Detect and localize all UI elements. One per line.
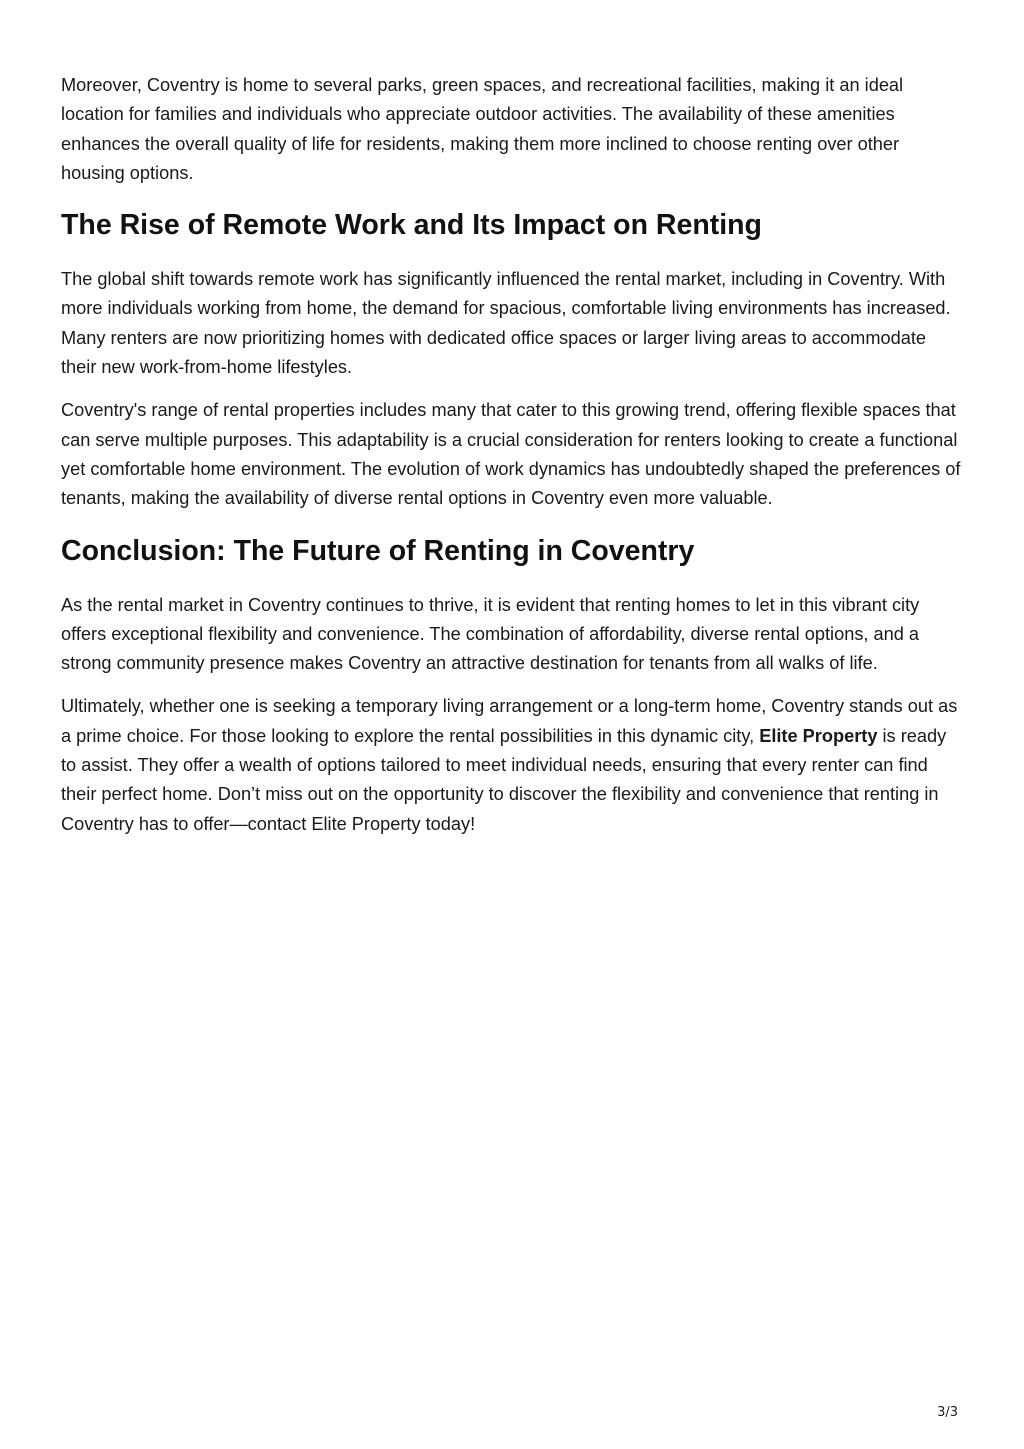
paragraph-remote-work-shift: The global shift towards remote work has significantly influenced the rental market, including in Coventry. With more individuals working from home, the demand for spacious, comfortable living environments has increased. Many renters are now prioritizing homes with dedicated office spaces or larger living areas to accommodate their new work-from-home lifestyles. — [61, 269, 951, 378]
paragraph-text-before: Ultimately, whether one is seeking a temporary living arrangement or a long-term home, Coventry stands out as a prime choice. For those looking to explore the rental possibilities in this dynamic city, — [61, 696, 958, 746]
elite-property-link[interactable]: Elite Property — [759, 725, 878, 746]
page-number: 3/3 — [937, 1405, 958, 1420]
paragraph-elite-property — [61, 692, 965, 838]
paragraph-text-after: is ready to assist. They offer a wealth of options tailored to meet individual needs, ensuring that every renter can find their perfect home. Don’t miss out on the opportunity to discover the flexibility and convenience that renting in Coventry has to offer—contact Elite Property today! — [61, 725, 947, 834]
document-page — [61, 71, 965, 853]
paragraph-conclusion: As the rental market in Coventry continues to thrive, it is evident that renting homes to let in this vibrant city offers exceptional flexibility and convenience. The combination of affordability, diverse rental options, and a strong community presence makes Coventry an attractive destination for tenants from all walks of life. — [61, 594, 920, 674]
heading-remote-work: The Rise of Remote Work and Its Impact on Renting — [61, 209, 762, 242]
heading-conclusion: Conclusion: The Future of Renting in Coventry — [61, 534, 695, 567]
paragraph-rental-properties: Coventry's range of rental properties includes many that cater to this growing trend, offering flexible spaces that can serve multiple purposes. This adaptability is a crucial consideration for renters looking to create a functional yet comfortable home environment. The evolution of work dynamics has undoubtedly shaped the preferences of tenants, making the availability of diverse rental options in Coventry even more valuable. — [61, 400, 961, 509]
paragraph-parks: Moreover, Coventry is home to several parks, green spaces, and recreational facilities, making it an ideal location for families and individuals who appreciate outdoor activities. The availability of these amenities enhances the overall quality of life for residents, making them more inclined to choose renting over other housing options. — [61, 75, 904, 183]
